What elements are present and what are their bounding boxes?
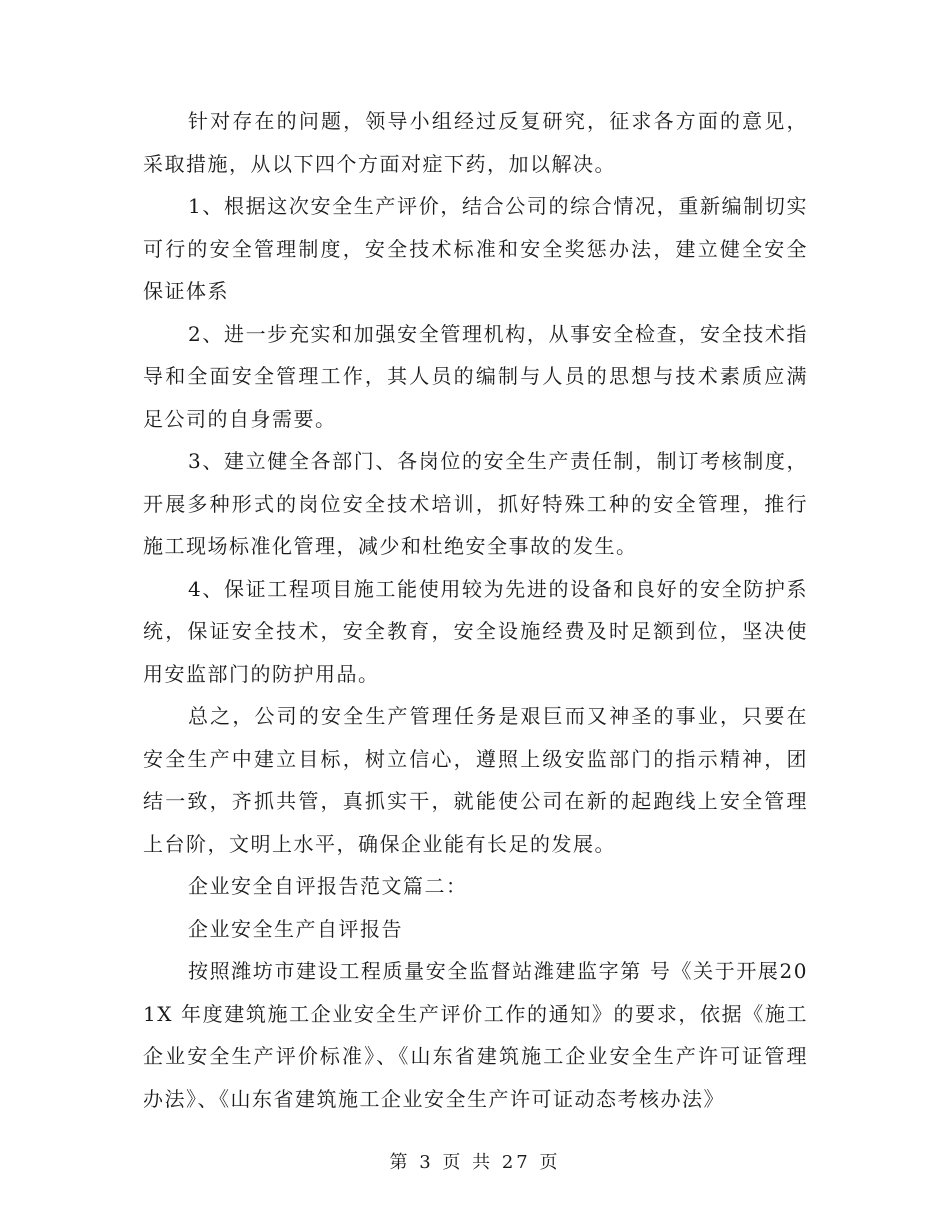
paragraph-conclusion: 总之，公司的安全生产管理任务是艰巨而又神圣的事业，只要在安全生产中建立目标，树立信心，遵照上级安监部门的指示精神，团结一致，齐抓共管，真抓实干，就能使公司在新的起跑线上安全管理上台阶，文明上水平，确保企业能有长足的发展。 bbox=[143, 704, 808, 856]
report-title: 企业安全生产自评报告 bbox=[188, 916, 403, 941]
paragraph-measure-4: 4、保证工程项目施工能使用较为先进的设备和良好的安全防护系统，保证安全技术，安全教育，安全设施经费及时足额到位，坚决使用安监部门的防护用品。 bbox=[143, 576, 808, 686]
paragraph-measure-1: 1、根据这次安全生产评价，结合公司的综合情况，重新编制切实可行的安全管理制度，安全技术标准和安全奖惩办法，建立健全安全保证体系 bbox=[143, 194, 808, 303]
paragraph-report-body: 按照潍坊市建设工程质量安全监督站潍建监字第 号《关于开展201X 年度建筑施工企业安全生产评价工作的通知》的要求，依据《施工企业安全生产评价标准》、《山东省建筑施工企业安全生产许可证管理办法》、《山东省建筑施工企业安全生产许可证动态考核办法》 bbox=[143, 959, 808, 1111]
section-heading: 企业安全自评报告范文篇二： bbox=[188, 874, 468, 898]
paragraph-measure-2: 2、进一步充实和加强安全管理机构，从事安全检查，安全技术指导和全面安全管理工作，其人员的编制与人员的思想与技术素质应满足公司的自身需要。 bbox=[143, 321, 808, 431]
paragraph-intro: 针对存在的问题，领导小组经过反复研究，征求各方面的意见，采取措施，从以下四个方面对症下药，加以解决。 bbox=[143, 109, 808, 176]
paragraph-measure-3: 3、建立健全各部门、各岗位的安全生产责任制，制订考核制度，开展多种形式的岗位安全技术培训，抓好特殊工种的安全管理，推行施工现场标准化管理，减少和杜绝安全事故的发生。 bbox=[143, 449, 808, 558]
document-body bbox=[143, 100, 808, 1120]
page-number-footer: 第 3 页 共 27 页 bbox=[389, 1152, 561, 1173]
